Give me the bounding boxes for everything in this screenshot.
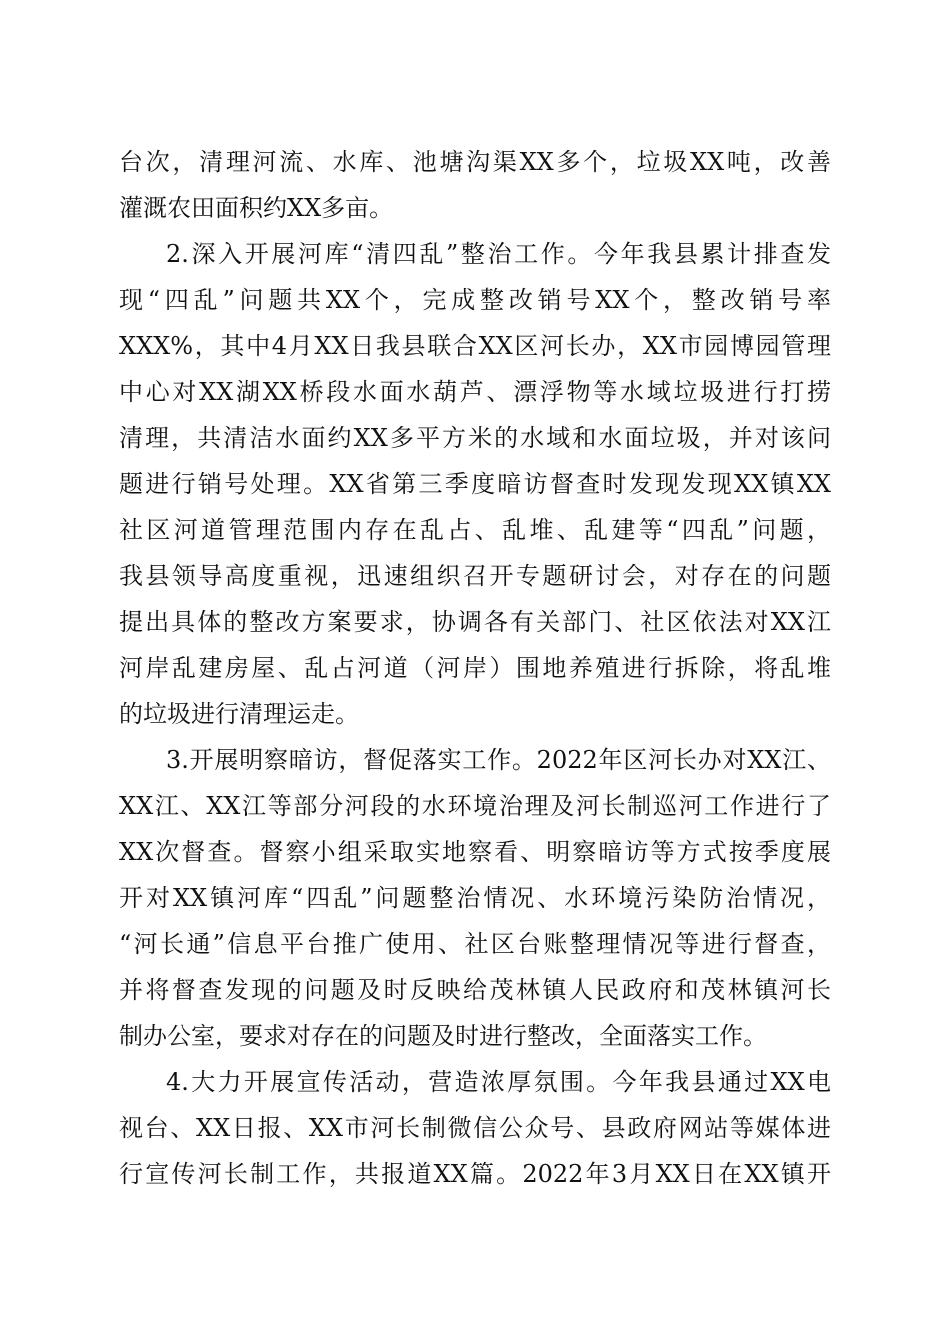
body-line: 视台、XX日报、XX市河长制微信公众号、县政府网站等媒体进 [119,1114,831,1142]
body-line: XXX%，其中4月XX日我县联合XX区河长办，XX市园博园管理 [119,332,831,360]
body-line: XX江、XX江等部分河段的水环境治理及河长制巡河工作进行了 [119,792,831,820]
body-line: 制办公室，要求对存在的问题及时进行整改，全面落实工作。 [119,1022,767,1050]
body-line: “河长通”信息平台推广使用、社区台账整理情况等进行督查， [119,930,831,958]
body-line: 清理，共清洁水面约XX多平方米的水域和水面垃圾，并对该问 [119,424,831,452]
body-line: 提出具体的整改方案要求，协调各有关部门、社区依法对XX江 [119,608,831,636]
paragraph-4-start: 4.大力开展宣传活动，营造浓厚氛围。今年我县通过XX电 [166,1068,831,1096]
body-line: 台次，清理河流、水库、池塘沟渠XX多个，垃圾XX吨，改善 [119,148,831,176]
body-line: XX次督查。督察小组采取实地察看、明察暗访等方式按季度展 [119,838,831,866]
body-line: 题进行销号处理。XX省第三季度暗访督查时发现发现XX镇XX [119,470,831,498]
body-line: 的垃圾进行清理运走。 [119,700,359,728]
document-body [119,139,831,1197]
body-line: 中心对XX湖XX桥段水面水葫芦、漂浮物等水域垃圾进行打捞 [119,378,831,406]
body-line: 现“四乱”问题共XX个，完成整改销号XX个，整改销号率 [119,286,831,314]
body-line: 灌溉农田面积约XX多亩。 [119,194,394,222]
body-line: 我县领导高度重视，迅速组织召开专题研讨会，对存在的问题 [119,562,831,590]
body-line: 行宣传河长制工作，共报道XX篇。2022年3月XX日在XX镇开 [119,1160,831,1188]
body-line: 社区河道管理范围内存在乱占、乱堆、乱建等“四乱”问题， [119,516,831,544]
body-line: 并将督查发现的问题及时反映给茂林镇人民政府和茂林镇河长 [119,976,831,1004]
body-line: 河岸乱建房屋、乱占河道（河岸）围地养殖进行拆除，将乱堆 [119,654,831,682]
body-line: 开对XX镇河库“四乱”问题整治情况、水环境污染防治情况， [119,884,831,912]
paragraph-2-start: 2.深入开展河库“清四乱”整治工作。今年我县累计排查发 [166,240,831,268]
paragraph-3-start: 3.开展明察暗访，督促落实工作。2022年区河长办对XX江、 [166,746,831,774]
